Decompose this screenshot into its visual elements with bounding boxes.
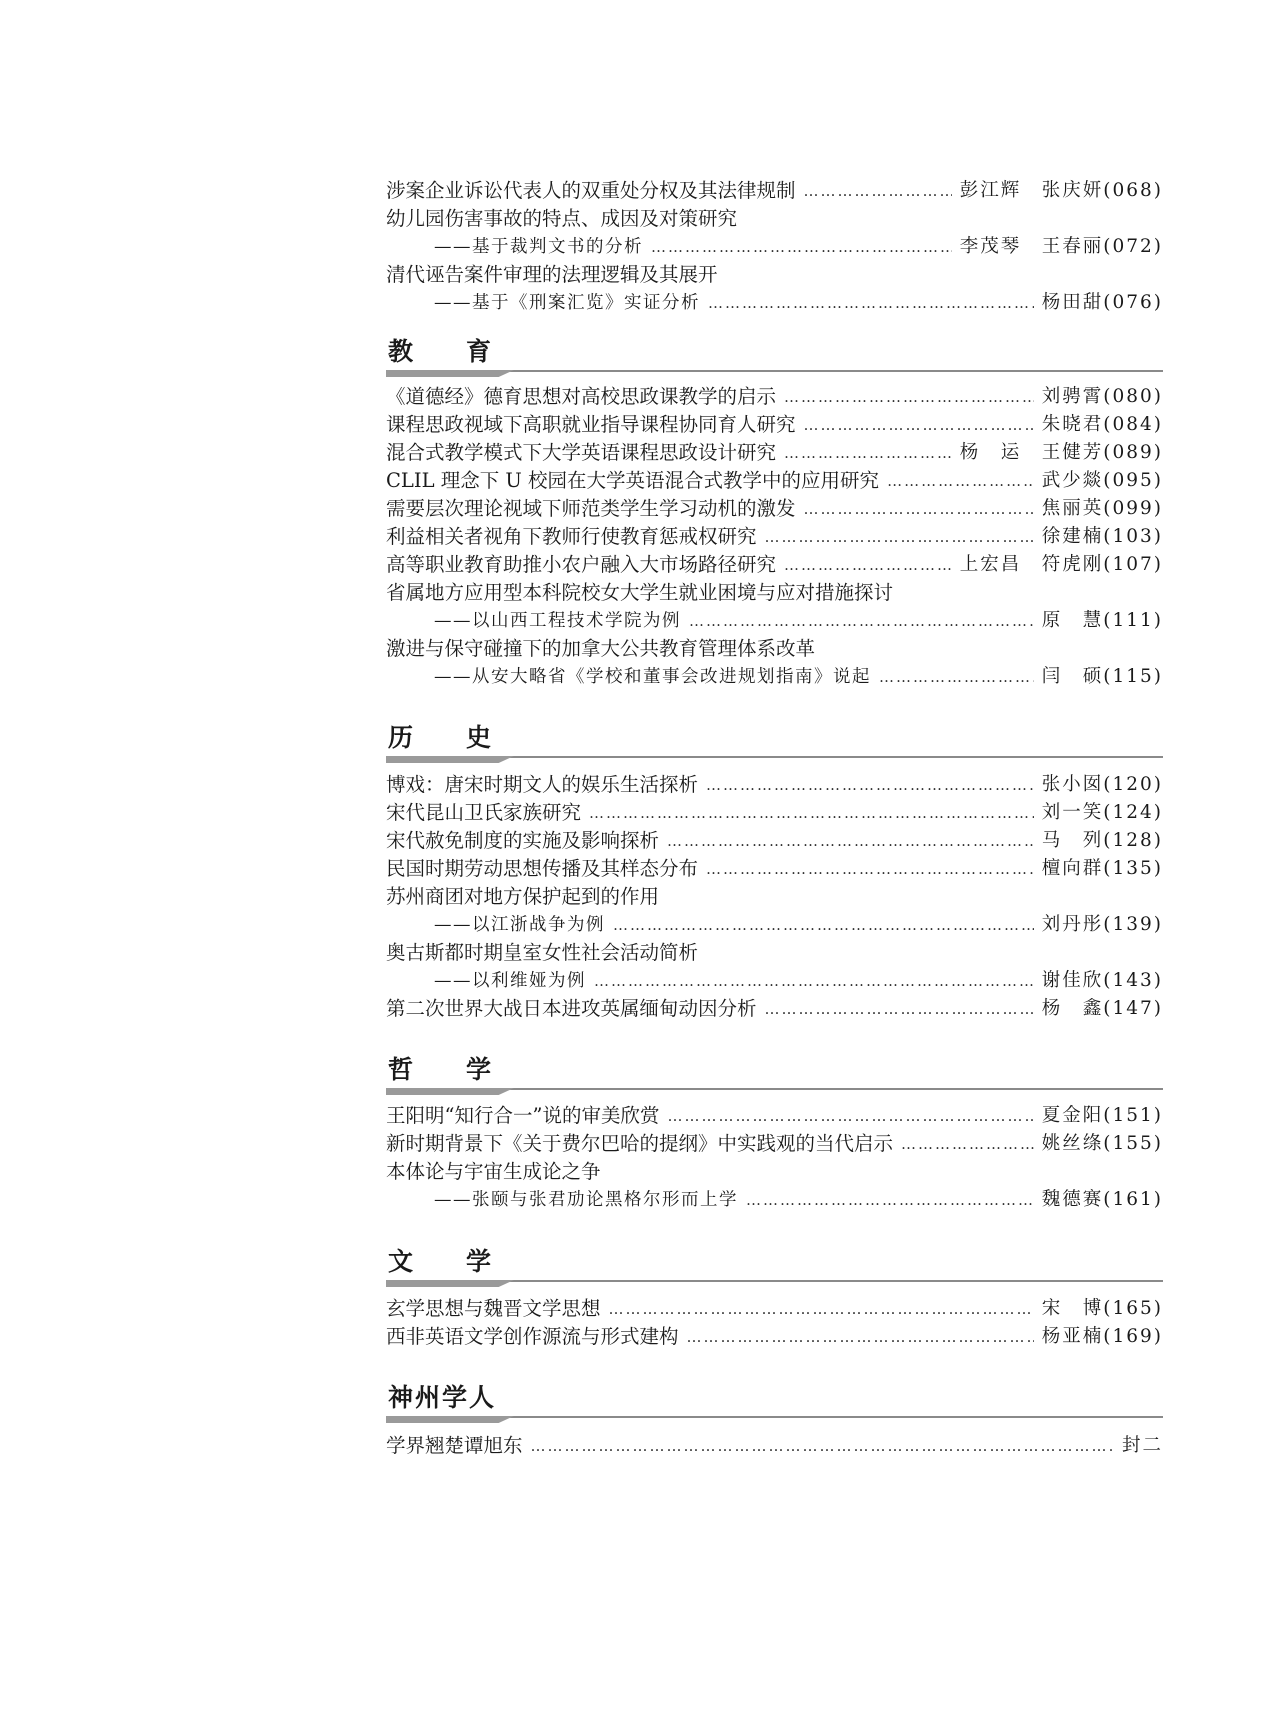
section-rule <box>386 1280 1163 1287</box>
section-rule <box>386 1088 1163 1095</box>
leader-dots <box>901 1129 1034 1159</box>
toc-entry-subtitle[interactable] <box>386 1185 1163 1215</box>
entry-authors-page: 杨 鑫(147) <box>1041 998 1163 1019</box>
entry-authors-page: 武少燚(095) <box>1041 470 1163 491</box>
section-rule <box>386 1416 1163 1423</box>
entry-title: 博戏：唐宋时期文人的娱乐生活探析 <box>386 773 699 796</box>
toc-entry-subtitle[interactable] <box>386 966 1163 996</box>
leader-dots <box>609 1294 1034 1324</box>
leader-dots <box>765 994 1034 1024</box>
leader-dots <box>651 232 952 262</box>
entry-authors-page: 刘丹彤(139) <box>1041 914 1163 935</box>
entry-title: 玄学思想与魏晋文学思想 <box>386 1297 601 1320</box>
entry-title: 《道德经》德育思想对高校思政课教学的启示 <box>386 385 777 408</box>
entry-authors-page: 朱晓君(084) <box>1041 414 1163 435</box>
toc-entry[interactable] <box>386 1294 1163 1324</box>
leader-dots <box>613 910 1034 940</box>
toc-entry-subtitle[interactable] <box>386 662 1163 692</box>
leader-dots <box>804 410 1034 440</box>
entry-subtitle: ——以山西工程技术学院为例 <box>434 611 681 631</box>
entry-title: 西非英语文学创作源流与形式建构 <box>386 1325 679 1348</box>
entry-subtitle: ——张颐与张君劢论黑格尔形而上学 <box>434 1190 738 1210</box>
toc-entry[interactable] <box>386 1101 1163 1131</box>
entry-title: 第二次世界大战日本进攻英属缅甸动因分析 <box>386 997 757 1020</box>
toc-entry-subtitle[interactable] <box>386 606 1163 636</box>
entry-authors-page: 张小囡(120) <box>1041 774 1163 795</box>
toc-entry[interactable] <box>386 854 1163 884</box>
entry-subtitle: ——基于《刑案汇览》实证分析 <box>434 293 700 313</box>
entry-title: 需要层次理论视域下师范类学生学习动机的激发 <box>386 497 796 520</box>
leader-dots <box>708 288 1034 318</box>
entry-authors-page: 马 列(128) <box>1041 830 1163 851</box>
entry-subtitle: ——以利维娅为例 <box>434 971 586 991</box>
toc-entry[interactable] <box>386 882 1163 912</box>
leader-dots <box>765 522 1034 552</box>
section-header-literature <box>386 1242 1163 1290</box>
toc-entry[interactable] <box>386 1157 1163 1187</box>
entry-authors-page: 谢佳欣(143) <box>1041 970 1163 991</box>
entry-authors-page: 杨 运 王健芳(089) <box>959 442 1163 463</box>
section-rule <box>386 370 1163 377</box>
leader-dots <box>667 1101 1033 1131</box>
entry-subtitle: ——从安大略省《学校和董事会改进规划指南》说起 <box>434 667 871 687</box>
section-title: 文 学 <box>388 1247 506 1276</box>
entry-title: 新时期背景下《关于费尔巴哈的提纲》中实践观的当代启示 <box>386 1132 894 1155</box>
entry-authors-page: 闫 硕(115) <box>1041 666 1163 687</box>
entry-authors-page: 彭江辉 张庆妍(068) <box>959 180 1163 201</box>
entry-title: 民国时期劳动思想传播及其样态分布 <box>386 857 699 880</box>
leader-dots <box>804 176 952 206</box>
entry-title: 省属地方应用型本科院校女大学生就业困境与应对措施探讨 <box>386 581 894 604</box>
leader-dots <box>531 1431 1114 1461</box>
entry-authors-page: 李茂琴 王春丽(072) <box>959 236 1163 257</box>
entry-title: 幼儿园伤害事故的特点、成因及对策研究 <box>386 207 738 230</box>
section-header-philosophy <box>386 1050 1163 1098</box>
entry-title: 奥古斯都时期皇室女性社会活动简析 <box>386 941 699 964</box>
entry-title: 利益相关者视角下教师行使教育惩戒权研究 <box>386 525 757 548</box>
entry-title: 清代诬告案件审理的法理逻辑及其展开 <box>386 263 718 286</box>
toc-entry[interactable] <box>386 1431 1163 1461</box>
toc-entry[interactable] <box>386 1129 1163 1159</box>
section-rule <box>386 756 1163 763</box>
section-title: 教 育 <box>388 337 506 366</box>
entry-title: 学界翘楚谭旭东 <box>386 1434 523 1457</box>
entry-authors-page: 檀向群(135) <box>1041 858 1163 879</box>
entry-title: 混合式教学模式下大学英语课程思政设计研究 <box>386 441 777 464</box>
leader-dots <box>687 1322 1034 1352</box>
entry-authors-page: 刘骋霄(080) <box>1041 386 1163 407</box>
leader-dots <box>784 438 952 468</box>
toc-entry[interactable] <box>386 1322 1163 1352</box>
toc-entry[interactable] <box>386 382 1163 412</box>
entry-subtitle: ——基于裁判文书的分析 <box>434 237 643 257</box>
toc-entry[interactable] <box>386 522 1163 552</box>
toc-entry-subtitle[interactable] <box>386 288 1163 318</box>
toc-entry[interactable] <box>386 770 1163 800</box>
entry-authors-page: 杨亚楠(169) <box>1041 1326 1163 1347</box>
toc-entry[interactable] <box>386 438 1163 468</box>
toc-entry[interactable] <box>386 466 1163 496</box>
toc-entry[interactable] <box>386 826 1163 856</box>
toc-entry[interactable] <box>386 578 1163 608</box>
section-header-history <box>386 718 1163 766</box>
toc-entry[interactable] <box>386 494 1163 524</box>
section-header-education <box>386 332 1163 380</box>
leader-dots <box>784 550 952 580</box>
section-title: 哲 学 <box>388 1055 506 1084</box>
toc-entry[interactable] <box>386 550 1163 580</box>
toc-entry-subtitle[interactable] <box>386 232 1163 262</box>
toc-entry[interactable] <box>386 634 1163 664</box>
entry-title: 激进与保守碰撞下的加拿大公共教育管理体系改革 <box>386 637 816 660</box>
entry-authors-page: 姚丝绦(155) <box>1041 1133 1163 1154</box>
entry-authors-page: 徐建楠(103) <box>1041 526 1163 547</box>
section-title: 神州学人 <box>388 1383 497 1412</box>
entry-title: 课程思政视域下高职就业指导课程协同育人研究 <box>386 413 796 436</box>
leader-dots <box>879 662 1034 692</box>
entry-title: 宋代昆山卫氏家族研究 <box>386 801 582 824</box>
toc-entry[interactable] <box>386 204 1163 234</box>
toc-entry[interactable] <box>386 176 1163 206</box>
toc-entry[interactable] <box>386 938 1163 968</box>
section-header-scholars <box>386 1378 1163 1426</box>
leader-dots <box>887 466 1034 496</box>
entry-title: 宋代赦免制度的实施及影响探析 <box>386 829 660 852</box>
leader-dots <box>706 770 1034 800</box>
leader-dots <box>689 606 1034 636</box>
entry-authors-page: 原 慧(111) <box>1041 610 1163 631</box>
leader-dots <box>784 382 1034 412</box>
entry-authors-page: 杨田甜(076) <box>1041 292 1163 313</box>
section-title: 历 史 <box>388 723 506 752</box>
leader-dots <box>746 1185 1034 1215</box>
leader-dots <box>667 826 1034 856</box>
entry-title: 涉案企业诉讼代表人的双重处分权及其法律规制 <box>386 179 796 202</box>
leader-dots <box>804 494 1034 524</box>
entry-authors-page: 宋 博(165) <box>1041 1298 1163 1319</box>
toc-entry-subtitle[interactable] <box>386 910 1163 940</box>
entry-title: CLIL 理念下 U 校园在大学英语混合式教学中的应用研究 <box>386 469 880 492</box>
entry-authors-page: 上宏昌 符虎刚(107) <box>959 554 1163 575</box>
leader-dots <box>594 966 1034 996</box>
entry-title: 王阳明“知行合一”说的审美欣赏 <box>386 1104 660 1127</box>
toc-entry[interactable] <box>386 410 1163 440</box>
leader-dots <box>706 854 1034 884</box>
toc-entry[interactable] <box>386 798 1163 828</box>
entry-subtitle: ——以江浙战争为例 <box>434 915 605 935</box>
entry-title: 本体论与宇宙生成论之争 <box>386 1160 601 1183</box>
toc-entry[interactable] <box>386 994 1163 1024</box>
entry-authors-page: 夏金阳(151) <box>1041 1105 1163 1126</box>
entry-title: 高等职业教育助推小农户融入大市场路径研究 <box>386 553 777 576</box>
leader-dots <box>589 798 1034 828</box>
entry-authors-page: 焦丽英(099) <box>1041 498 1163 519</box>
entry-authors-page: 魏德赛(161) <box>1041 1189 1163 1210</box>
entry-title: 苏州商团对地方保护起到的作用 <box>386 885 660 908</box>
toc-entry[interactable] <box>386 260 1163 290</box>
entry-authors-page: 刘一笑(124) <box>1041 802 1163 823</box>
entry-authors-page: 封二 <box>1121 1435 1163 1456</box>
